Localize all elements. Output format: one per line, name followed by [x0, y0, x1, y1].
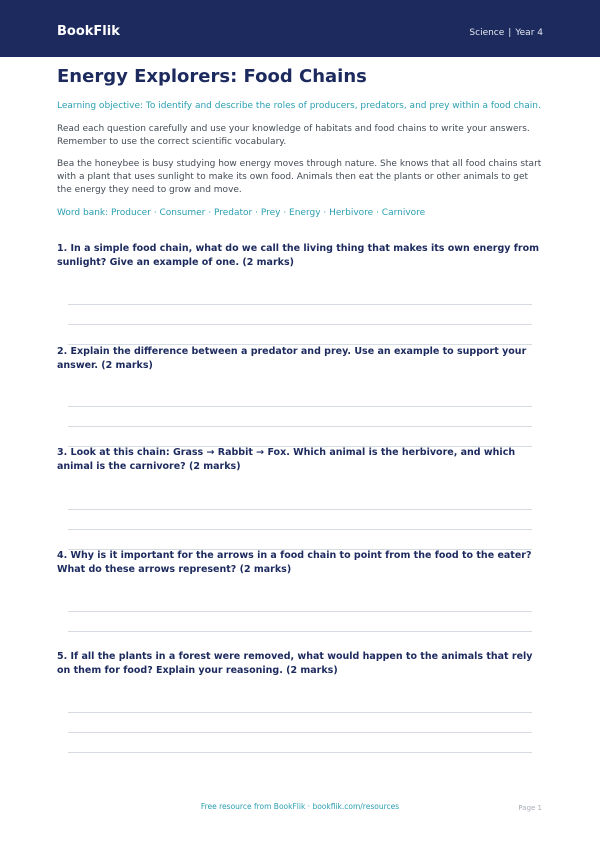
question-2 [57, 345, 543, 435]
answer-line[interactable] [68, 324, 532, 325]
question-3-text: 3. Look at this chain: Grass → Rabbit → Fox. Which animal is the herbivore, and which animal is the carnivore? (2 marks) [57, 447, 516, 472]
question-4-text: 4. Why is it important for the arrows in a food chain to point from the food to the eater? What do these arrows represent? (2 marks) [57, 550, 532, 575]
subject-year-label [469, 27, 543, 39]
answer-line[interactable] [68, 406, 532, 407]
answer-line[interactable] [68, 304, 532, 305]
learning-objective: Learning objective: To identify and describe the roles of producers, predators, and prey within a food chain. [57, 101, 541, 111]
question-5-text: 5. If all the plants in a forest were removed, what would happen to the animals that rely on them for food? Explain your reasoning. (2 marks) [57, 651, 533, 676]
question-5 [57, 650, 543, 760]
instructions-text: Read each question carefully and use your knowledge of habitats and food chains to write your answers. Remember to use the correct scientific vocabulary. [57, 124, 530, 147]
question-3 [57, 446, 543, 536]
word-bank: Word bank: Producer · Consumer · Predator · Prey · Energy · Herbivore · Carnivore [57, 208, 426, 218]
meta-separator: | [508, 28, 512, 38]
question-2-text: 2. Explain the difference between a predator and prey. Use an example to support your answer. (2 marks) [57, 346, 527, 371]
answer-line[interactable] [68, 712, 532, 713]
answer-line[interactable] [68, 509, 532, 510]
worksheet-intro [57, 66, 543, 219]
answer-line[interactable] [68, 732, 532, 733]
page-title: Energy Explorers: Food Chains [57, 66, 367, 87]
question-4 [57, 549, 543, 639]
answer-line[interactable] [68, 631, 532, 632]
year-label: Year 4 [515, 28, 543, 38]
answer-line[interactable] [68, 752, 532, 753]
answer-line[interactable] [68, 611, 532, 612]
answer-line[interactable] [68, 529, 532, 530]
question-1-text: 1. In a simple food chain, what do we call the living thing that makes its own energy from sunlight? Give an example of one. (2 marks) [57, 243, 539, 268]
header-bar [0, 0, 600, 57]
footer-resource-link[interactable]: Free resource from BookFlik · bookflik.com/resources [200, 802, 400, 811]
intro-text: Bea the honeybee is busy studying how energy moves through nature. She knows that all food chains start with a plant that uses sunlight to make its own food. Animals then eat the plants or other animals to get the energy they need to grow and move. [57, 159, 542, 195]
question-1 [57, 242, 543, 332]
subject-label: Science [469, 28, 505, 38]
brand-logo[interactable]: BookFlik [57, 24, 120, 39]
answer-line[interactable] [68, 426, 532, 427]
page-number: Page 1 [518, 804, 542, 812]
